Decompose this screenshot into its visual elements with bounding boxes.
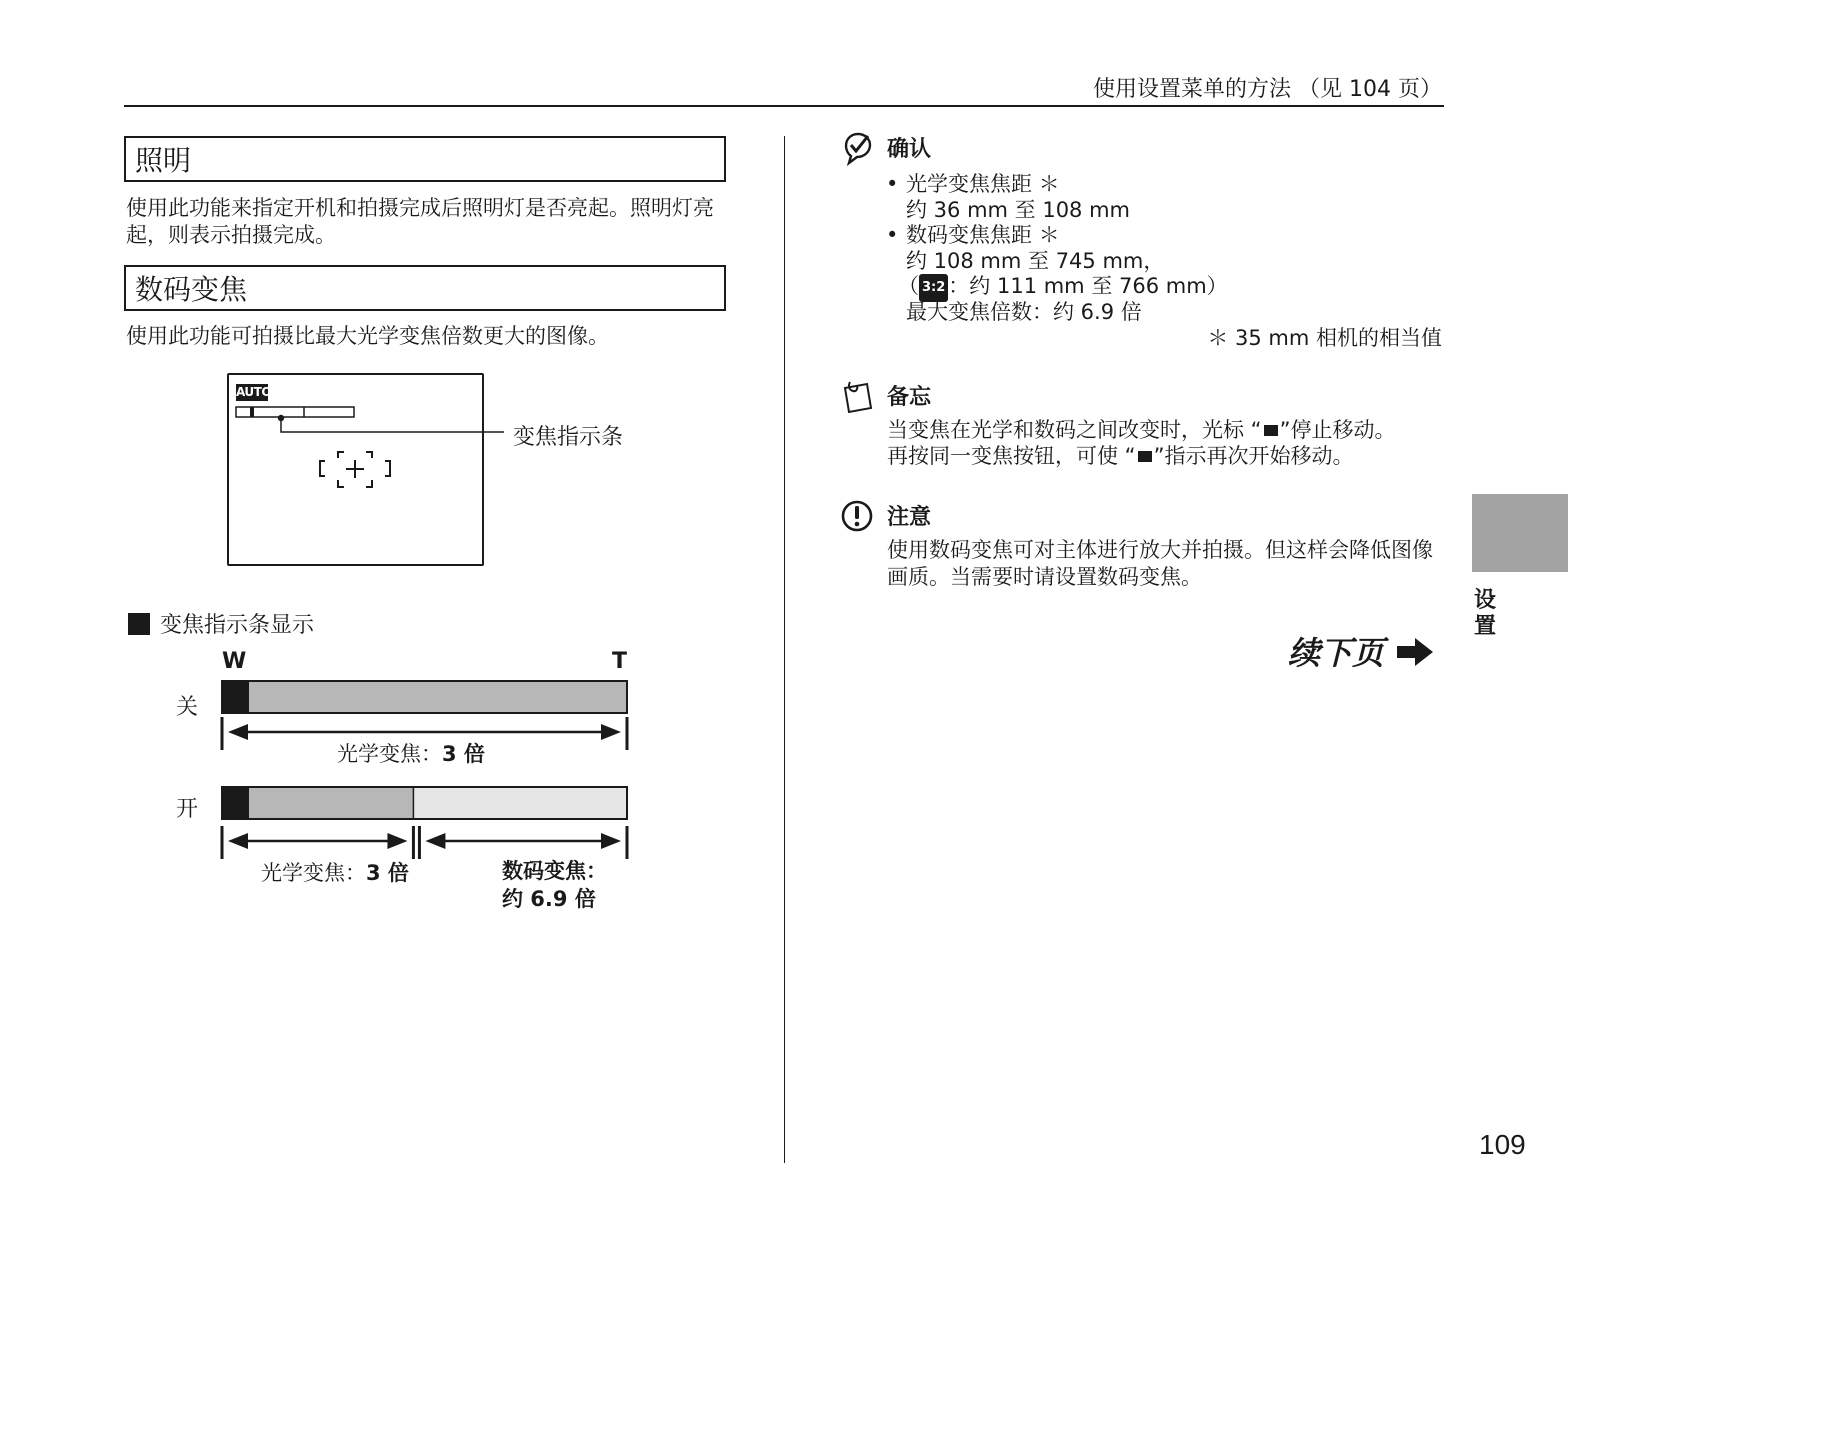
row-label-on: 开: [176, 797, 199, 822]
list-item: • 光学变焦焦距 ＊: [886, 172, 1060, 196]
right-arrow-icon: [1395, 636, 1435, 668]
memo-line: 再按同一变焦按钮，可使 “ ”指示再次开始移动。: [887, 444, 1354, 468]
memo-pin-icon: [840, 378, 876, 414]
optical-zoom-caption: 光学变焦：3 倍: [337, 742, 485, 766]
optical-zoom-caption: 光学变焦：3 倍: [261, 861, 409, 885]
aspect-ratio-chip: 3:2: [919, 274, 948, 302]
chapter-tab: [1472, 494, 1568, 572]
section-title: 数码变焦: [135, 273, 248, 306]
callout-label: 变焦指示条: [513, 425, 624, 450]
running-header: 使用设置菜单的方法 （见 104 页）: [1093, 77, 1442, 102]
optical-zoom-segment: [249, 787, 413, 819]
digital-zoom-segment: [413, 787, 627, 819]
arrowhead-left: [425, 833, 445, 849]
section-body: 使用此功能来指定开机和拍摄完成后照明灯是否亮起。照明灯亮起，则表示拍摄完成。: [126, 196, 714, 247]
tele-end-label: T: [612, 649, 628, 674]
caution-body: 使用数码变焦可对主体进行放大并拍摄。但这样会降低图像画质。当需要时请设置数码变焦。: [887, 538, 1433, 589]
arrowhead-right: [601, 833, 621, 849]
list-item-detail: 约 36 mm 至 108 mm: [906, 198, 1131, 222]
arrowhead-right: [387, 833, 407, 849]
footnote: ＊ 35 mm 相机的相当值: [1207, 326, 1442, 350]
arrowhead-left: [228, 724, 248, 740]
zoom-position-marker: [222, 681, 249, 713]
memo-line: 当变焦在光学和数码之间改变时，光标 “ ”停止移动。: [887, 418, 1396, 442]
auto-mode-badge: AUTO: [236, 385, 272, 399]
list-item-detail: 最大变焦倍数：约 6.9 倍: [906, 300, 1142, 324]
note-title-confirm: 确认: [887, 137, 932, 162]
section-title: 照明: [135, 144, 192, 177]
list-item: • 数码变焦焦距 ＊: [886, 223, 1060, 247]
zoom-position-marker: [222, 787, 249, 819]
chapter-tab-label: 设置: [1473, 588, 1496, 639]
note-title-caution: 注意: [887, 505, 932, 530]
row-label-off: 关: [176, 695, 199, 720]
cursor-mark-icon: [1138, 451, 1152, 462]
digital-zoom-caption: 数码变焦： 约 6.9 倍: [502, 859, 607, 911]
optical-zoom-segment: [249, 681, 627, 713]
continue-next-page[interactable]: [1288, 628, 1435, 674]
cursor-mark-icon: [1264, 425, 1278, 436]
continue-label: 续下页: [1288, 634, 1385, 672]
list-item-detail: 约 108 mm 至 745 mm，: [906, 249, 1165, 273]
wide-end-label: W: [222, 649, 247, 674]
exclamation-circle-icon: [840, 498, 876, 534]
note-title-memo: 备忘: [887, 385, 932, 410]
figure-subheading-text: 变焦指示条显示: [160, 613, 315, 638]
arrowhead-right: [601, 724, 621, 740]
section-body: 使用此功能可拍摄比最大光学变焦倍数更大的图像。: [126, 324, 609, 348]
arrowhead-left: [228, 833, 248, 849]
list-item-detail: （ 3:2 ：约 111 mm 至 766 mm）: [898, 273, 1228, 302]
check-bubble-icon: [840, 130, 876, 166]
page-number: 109: [1479, 1129, 1526, 1160]
